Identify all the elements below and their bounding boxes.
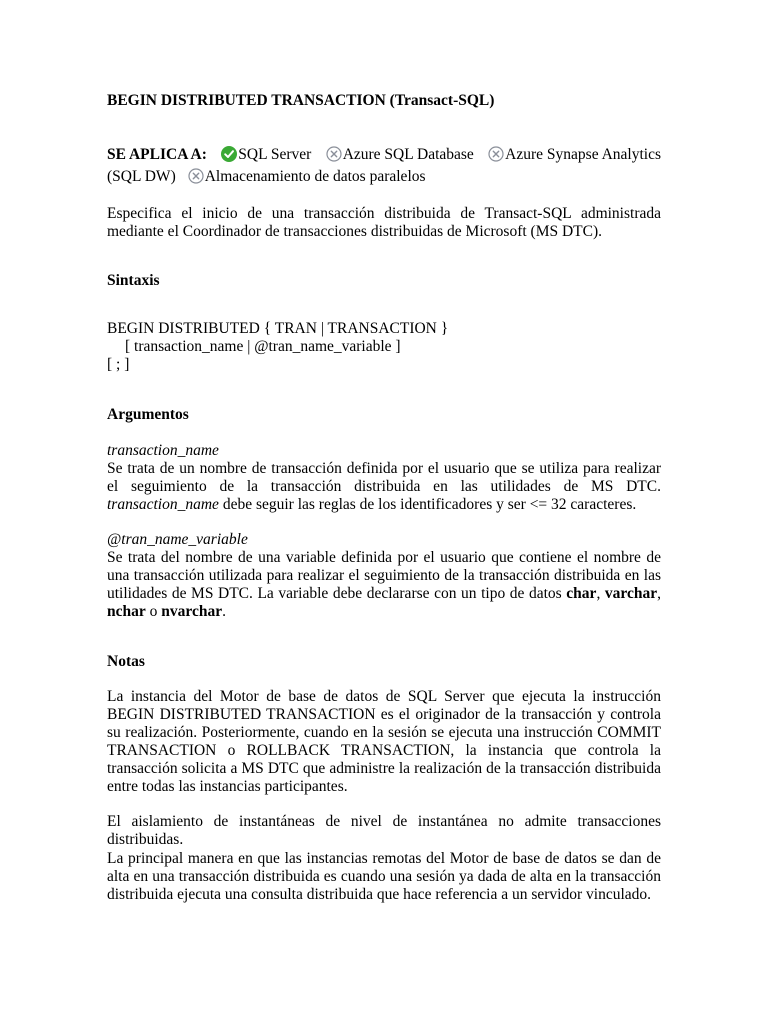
notes-paragraph: La principal manera en que las instancias remotas del Motor de base de datos se dan de alta en una transacción distribuida es cuando una sesión ya dada de alta en la transacción distribuida ejecuta una consulta distribuida que hace referencia a un servidor vinculado. bbox=[107, 850, 661, 903]
syntax-block bbox=[107, 320, 661, 374]
notes-heading: Notas bbox=[107, 653, 145, 670]
check-circle-icon bbox=[221, 146, 237, 162]
x-circle-icon bbox=[326, 146, 342, 162]
argument-transaction-name bbox=[107, 442, 661, 514]
separator: o bbox=[149, 603, 158, 620]
notes-paragraph: El aislamiento de instantáneas de nivel de instantánea no admite transacciones distribuidas. bbox=[107, 813, 661, 848]
argument-name: @tran_name_variable bbox=[107, 531, 248, 548]
argument-inline-name: transaction_name bbox=[107, 496, 219, 513]
applies-item-pdw bbox=[188, 168, 426, 186]
arguments-heading: Argumentos bbox=[107, 406, 189, 423]
argument-tran-name-variable bbox=[107, 531, 661, 621]
applies-item-label: Azure Synapse Analytics bbox=[505, 146, 661, 163]
data-type: nvarchar bbox=[161, 603, 223, 620]
data-type: varchar bbox=[604, 585, 658, 602]
applies-item-label: Azure SQL Database bbox=[342, 146, 474, 163]
x-circle-icon bbox=[488, 146, 504, 162]
applies-item-azure-synapse bbox=[488, 146, 661, 164]
separator: , bbox=[596, 585, 601, 602]
argument-text: Se trata del nombre de una variable definida por el usuario que contiene el nombre de una transacción utilizada para realizar el seguimiento de la transacción distribuida en las utilidades de MS DTC. La variable debe declararse con un tipo de datos bbox=[107, 549, 661, 602]
syntax-line: [ transaction_name | @tran_name_variable ] bbox=[125, 338, 401, 355]
argument-text: debe seguir las reglas de los identificadores y ser <= 32 caracteres. bbox=[222, 496, 637, 513]
applies-label: SE APLICA A: bbox=[107, 146, 207, 163]
x-circle-icon bbox=[188, 168, 204, 184]
argument-description bbox=[107, 549, 661, 621]
argument-name: transaction_name bbox=[107, 442, 219, 459]
page-title: BEGIN DISTRIBUTED TRANSACTION (Transact-SQL) bbox=[107, 92, 495, 109]
argument-description bbox=[107, 460, 661, 514]
applies-synapse-suffix: (SQL DW) bbox=[107, 168, 176, 185]
applies-to-section bbox=[107, 146, 661, 186]
description: Especifica el inicio de una transacción distribuida de Transact-SQL administrada mediante el Coordinador de transacciones distribuidas de Microsoft (MS DTC). bbox=[107, 205, 661, 240]
applies-item-label: SQL Server bbox=[238, 146, 312, 163]
data-type: nchar bbox=[107, 603, 146, 620]
syntax-line: BEGIN DISTRIBUTED { TRAN | TRANSACTION } bbox=[107, 320, 449, 337]
data-type: char bbox=[566, 585, 597, 602]
applies-item-azure-sql-database bbox=[326, 146, 474, 164]
syntax-heading: Sintaxis bbox=[107, 272, 160, 289]
syntax-line: [ ; ] bbox=[107, 356, 130, 373]
applies-item-label: Almacenamiento de datos paralelos bbox=[204, 168, 426, 185]
applies-item-sql-server bbox=[221, 146, 311, 164]
separator: . bbox=[222, 603, 226, 620]
argument-text: Se trata de un nombre de transacción definida por el usuario que se utiliza para realizar el seguimiento de la transacción distribuida en las utilidades de MS DTC. bbox=[107, 460, 661, 495]
notes-paragraph: La instancia del Motor de base de datos de SQL Server que ejecuta la instrucción BEGIN DISTRIBUTED TRANSACTION es el originador de la transacción y controla su realización. Posteriormente, cuando en la sesión se ejecuta una instrucción COMMIT TRANSACTION o ROLLBACK TRANSACTION, la instancia que controla la transacción solicita a MS DTC que administre la realización de la transacción distribuida entre todas las instancias participantes. bbox=[107, 688, 661, 795]
separator: , bbox=[657, 585, 661, 602]
